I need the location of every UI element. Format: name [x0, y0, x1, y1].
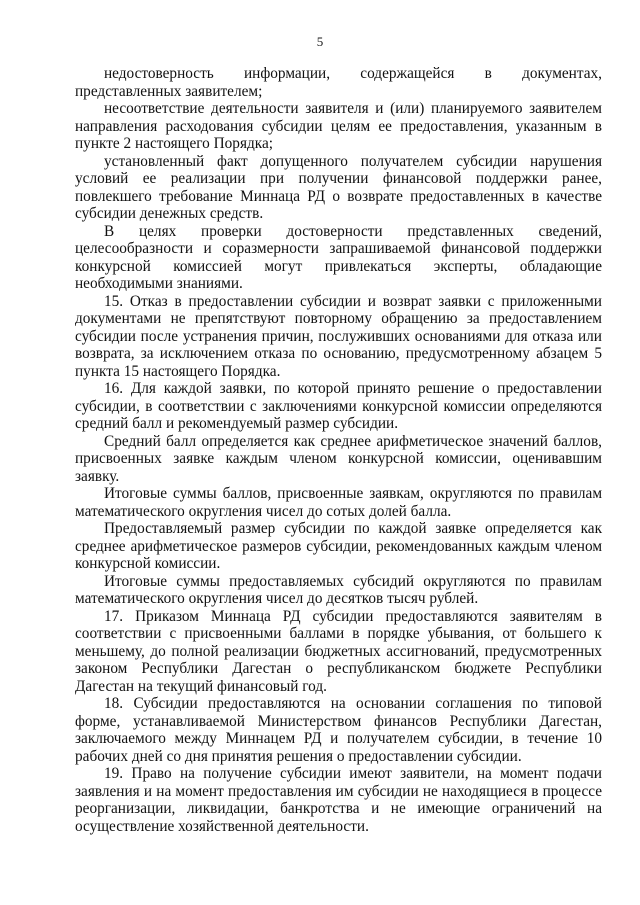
- document-body: [75, 65, 602, 835]
- paragraph: 15. Отказ в предоставлении субсидии и возврат заявки с приложенными документами не препятствуют повторному обращению за предоставлением субсидии после устранения причин, послуживших основаниями для отказа или возврата, за исключением отказа по основанию, предусмотренному абзацем 5 пункта 15 настоящего Порядка.: [75, 292, 602, 380]
- paragraph: несоответствие деятельности заявителя и (или) планируемого заявителем направления расходования субсидии целям ее предоставления, указанным в пункте 2 настоящего Порядка;: [75, 100, 602, 152]
- paragraph: установленный факт допущенного получателем субсидии нарушения условий ее реализации при получении финансовой поддержки ранее, повлекшего требование Миннаца РД о возврате предоставленных в качестве субсидии денежных средств.: [75, 152, 602, 222]
- paragraph: Средний балл определяется как среднее арифметическое значений баллов, присвоенных заявке каждым членом конкурсной комиссии, оценивавшим заявку.: [75, 432, 602, 485]
- paragraph: 19. Право на получение субсидии имеют заявители, на момент подачи заявления и на момент предоставления им субсидии не находящиеся в процессе реорганизации, ликвидации, банкротства и не имеющие ограничений на осуществление хозяйственной деятельности.: [75, 765, 602, 835]
- paragraph: Итоговые суммы баллов, присвоенные заявкам, округляются по правилам математического округления чисел до сотых долей балла.: [75, 485, 602, 520]
- paragraph: 18. Субсидии предоставляются на основании соглашения по типовой форме, устанавливаемой Министерством финансов Республики Дагестан, заключаемого между Миннацем РД и получателем субсидии, в течение 10 рабочих дней со дня принятия решения о предоставлении субсидии.: [75, 695, 602, 765]
- paragraph: недостоверность информации, содержащейся в документах, представленных заявителем;: [75, 65, 602, 100]
- paragraph: В целях проверки достоверности представленных сведений, целесообразности и соразмерности запрашиваемой финансовой поддержки конкурсной комиссией могут привлекаться эксперты, обладающие необходимыми знаниями.: [75, 222, 602, 292]
- paragraph: 17. Приказом Миннаца РД субсидии предоставляются заявителям в соответствии с присвоенными баллами в порядке убывания, от большего к меньшему, до полной реализации бюджетных ассигнований, предусмотренных законом Республики Дагестан о республиканском бюджете Республики Дагестан на текущий финансовый год.: [75, 607, 602, 695]
- paragraph: Предоставляемый размер субсидии по каждой заявке определяется как среднее арифметическое размеров субсидии, рекомендованных каждым членом конкурсной комиссии.: [75, 520, 602, 572]
- paragraph: 16. Для каждой заявки, по которой принято решение о предоставлении субсидии, в соответствии с заключениями конкурсной комиссии определяются средний балл и рекомендуемый размер субсидии.: [75, 380, 602, 432]
- page-number: 5: [316, 34, 324, 49]
- paragraph: Итоговые суммы предоставляемых субсидий округляются по правилам математического округления чисел до десятков тысяч рублей.: [75, 572, 602, 607]
